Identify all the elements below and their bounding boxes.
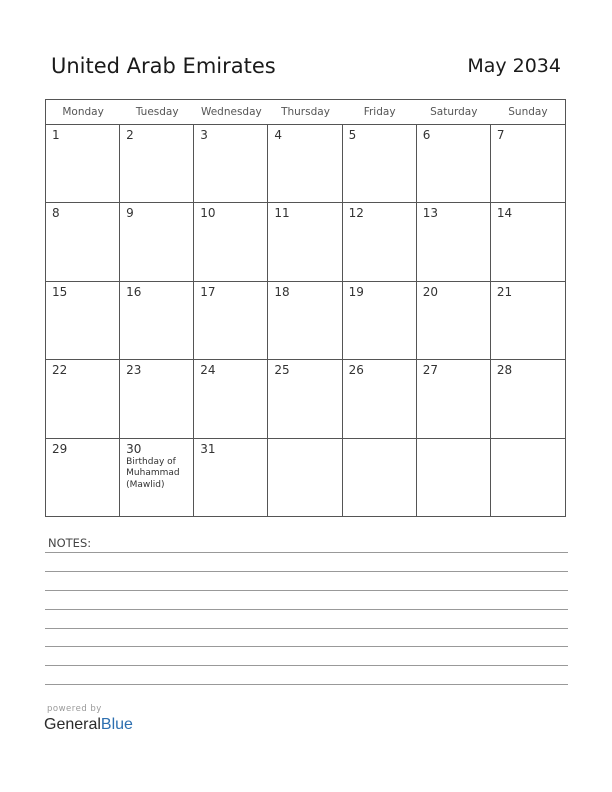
day-cell [417,125,491,202]
day-number: 18 [274,284,290,299]
day-cell [491,203,565,280]
weekday-label: Monday [62,106,104,118]
day-number: 3 [200,128,208,142]
day-number: 2 [126,128,134,142]
day-cell [417,203,491,280]
day-cell [120,125,194,202]
day-number: 6 [422,128,431,142]
weeks-container [46,125,565,516]
brand-footer [44,704,133,734]
day-cell [46,282,120,359]
country-title: United Arab Emirates [51,54,276,78]
month-year-title: May 2034 [467,55,561,77]
day-number: 11 [274,206,290,221]
day-cell [417,360,491,437]
day-cell [491,439,565,516]
day-cell [417,439,491,516]
week-row [46,360,565,438]
day-cell [268,282,342,359]
day-cell [46,125,120,202]
day-number: 29 [52,441,68,456]
weekday-label: Thursday [281,106,330,118]
day-number: 21 [496,284,513,299]
day-cell [120,439,194,516]
calendar-grid [45,99,566,517]
logo-text-general: General [44,716,101,733]
day-cell [268,203,342,280]
day-cell [194,360,268,437]
day-cell [120,360,194,437]
day-cell [120,203,194,280]
weekday-label: Sunday [508,106,548,118]
day-number: 4 [274,128,283,142]
day-cell [343,282,417,359]
day-number: 16 [126,284,142,299]
day-cell [194,203,268,280]
day-number: 22 [52,363,68,378]
day-cell [343,125,417,202]
powered-by-text: powered by [47,704,102,714]
day-number: 24 [200,363,216,378]
day-number: 26 [348,363,364,378]
day-number: 20 [422,284,438,299]
weekday-label: Friday [363,106,396,118]
calendar-header [51,54,561,86]
day-number: 9 [126,206,134,221]
weekday-label: Wednesday [200,106,262,118]
week-row [46,203,565,281]
day-cell [343,203,417,280]
week-row [46,439,565,516]
day-cell [268,360,342,437]
day-number: 17 [200,284,216,299]
note-line [45,665,568,666]
day-cell [491,282,565,359]
day-number: 5 [348,128,357,142]
day-number: 23 [126,363,142,378]
day-cell [268,439,342,516]
day-number: 15 [52,284,68,299]
day-cell [46,360,120,437]
day-number: 28 [496,363,513,378]
holiday-event: Birthday of Muhammad (Mawlid) [126,456,180,490]
note-line [45,646,568,647]
weekday-label: Saturday [430,106,478,118]
note-line [45,628,568,629]
day-cell [343,439,417,516]
day-cell [194,439,268,516]
day-number: 13 [422,206,438,221]
note-line [45,609,568,610]
week-row [46,282,565,360]
day-cell [343,360,417,437]
day-number: 14 [496,206,513,221]
day-number: 25 [274,363,290,378]
weekday-label: Tuesday [135,106,179,118]
day-number: 1 [52,128,60,142]
day-cell [417,282,491,359]
day-number: 12 [348,206,364,221]
day-cell [46,439,120,516]
day-number: 27 [422,363,438,378]
day-cell [46,203,120,280]
day-number: 10 [200,206,216,221]
notes-label: NOTES: [48,536,92,550]
weekday-header-row [46,100,565,125]
day-cell [194,282,268,359]
day-cell [120,282,194,359]
day-number: 7 [496,128,505,142]
day-cell [194,125,268,202]
logo-text-blue: Blue [100,716,133,733]
week-row [46,125,565,203]
note-line [45,552,568,553]
day-number: 31 [200,441,216,456]
note-line [45,684,568,685]
day-number: 8 [52,206,60,221]
day-cell [268,125,342,202]
note-line [45,590,568,591]
day-number: 30 [126,441,142,456]
generalblue-logo [44,716,133,734]
day-cell [491,360,565,437]
day-cell [491,125,565,202]
day-number: 19 [348,284,364,299]
note-line [45,571,568,572]
